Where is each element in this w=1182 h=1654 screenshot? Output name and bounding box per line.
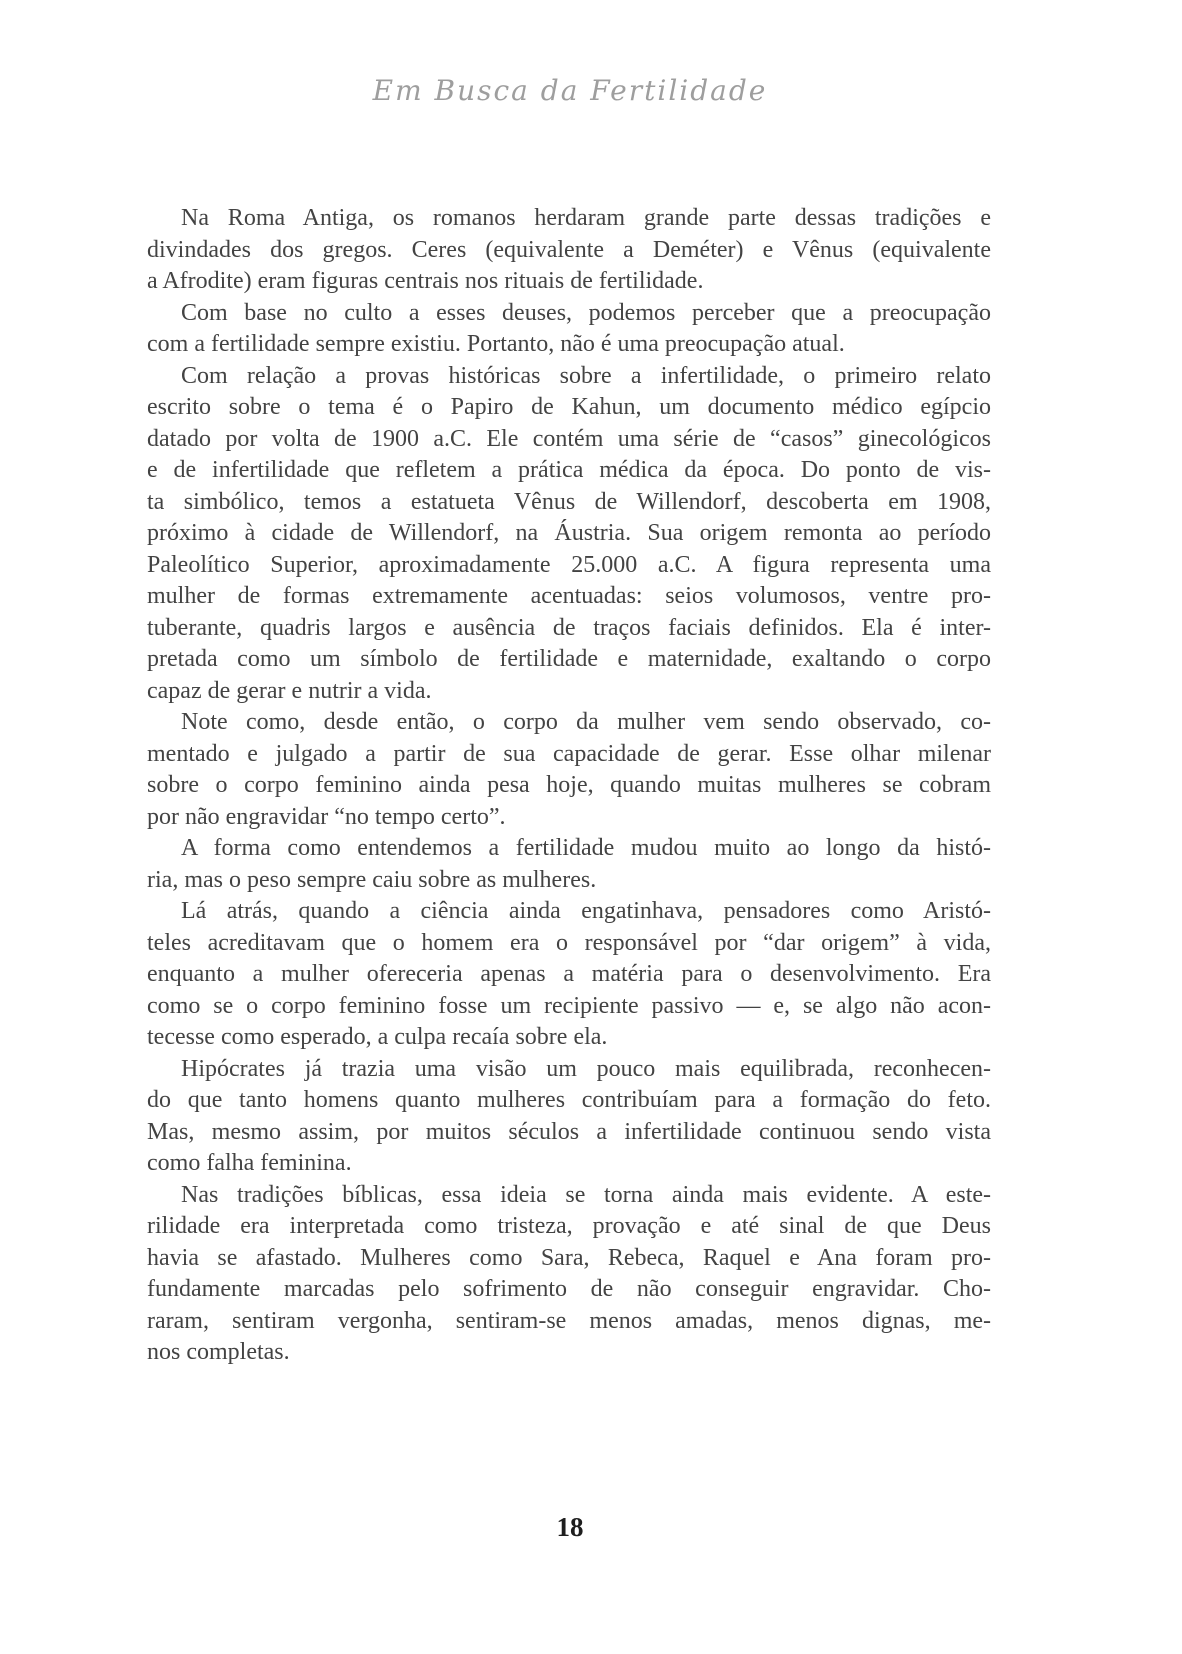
text-line: datado por volta de 1900 a.C. Ele contém uma série de “casos” ginecológicos xyxy=(147,425,991,452)
text-line: teles acreditavam que o homem era o responsável por “dar origem” à vida, xyxy=(147,929,991,956)
text-line: Paleolítico Superior, aproximadamente 25.000 a.C. A figura representa uma xyxy=(147,551,991,578)
paragraph xyxy=(147,1180,991,1369)
text-line: Com base no culto a esses deuses, podemos perceber que a preocupação xyxy=(181,299,991,326)
text-line: ria, mas o peso sempre caiu sobre as mulheres. xyxy=(147,866,597,893)
text-line: como falha feminina. xyxy=(147,1150,352,1176)
paragraph xyxy=(147,833,991,896)
text-line: como se o corpo feminino fosse um recipiente passivo — e, se algo não acon- xyxy=(147,992,991,1019)
text-line: do que tanto homens quanto mulheres contribuíam para a formação do feto. xyxy=(147,1087,991,1113)
paragraph xyxy=(147,707,991,833)
text-block xyxy=(147,203,991,1369)
text-line: nos completas. xyxy=(147,1339,290,1365)
text-line: sobre o corpo feminino ainda pesa hoje, quando muitas mulheres se cobram xyxy=(147,772,991,798)
text-line: ta simbólico, temos a estatueta Vênus de Willendorf, descoberta em 1908, xyxy=(147,488,991,515)
text-line: escrito sobre o tema é o Papiro de Kahun, um documento médico egípcio xyxy=(147,394,991,420)
paragraph xyxy=(147,361,991,708)
paragraph xyxy=(147,298,991,361)
text-line: a Afrodite) eram figuras centrais nos rituais de fertilidade. xyxy=(147,268,704,294)
text-line: rilidade era interpretada como tristeza, provação e até sinal de que Deus xyxy=(147,1213,991,1239)
running-header: Em Busca da Fertilidade xyxy=(372,74,768,107)
paragraph xyxy=(147,203,991,298)
text-line: Note como, desde então, o corpo da mulher vem sendo observado, co- xyxy=(181,709,991,735)
page-number: 18 xyxy=(556,1512,584,1542)
paragraph xyxy=(147,1054,991,1180)
text-line: tuberante, quadris largos e ausência de traços faciais definidos. Ela é inter- xyxy=(147,614,991,641)
text-line: Mas, mesmo assim, por muitos séculos a infertilidade continuou sendo vista xyxy=(147,1118,991,1145)
text-line: com a fertilidade sempre existiu. Portanto, não é uma preocupação atual. xyxy=(147,331,845,357)
text-line: enquanto a mulher ofereceria apenas a matéria para o desenvolvimento. Era xyxy=(147,961,991,987)
text-line: mulher de formas extremamente acentuadas: seios volumosos, ventre pro- xyxy=(147,583,991,609)
text-line: Na Roma Antiga, os romanos herdaram grande parte dessas tradições e xyxy=(181,205,991,231)
text-line: raram, sentiram vergonha, sentiram-se menos amadas, menos dignas, me- xyxy=(147,1307,991,1334)
text-line: Com relação a provas históricas sobre a infertilidade, o primeiro relato xyxy=(181,362,991,389)
text-line: divindades dos gregos. Ceres (equivalente a Deméter) e Vênus (equivalente xyxy=(147,236,991,263)
text-line: fundamente marcadas pelo sofrimento de não conseguir engravidar. Cho- xyxy=(147,1276,991,1302)
text-line: havia se afastado. Mulheres como Sara, Rebeca, Raquel e Ana foram pro- xyxy=(147,1244,991,1271)
text-line: mentado e julgado a partir de sua capacidade de gerar. Esse olhar milenar xyxy=(147,740,991,767)
text-line: pretada como um símbolo de fertilidade e maternidade, exaltando o corpo xyxy=(147,646,991,672)
paragraph xyxy=(147,896,991,1054)
text-line: capaz de gerar e nutrir a vida. xyxy=(147,677,432,704)
text-line: Nas tradições bíblicas, essa ideia se torna ainda mais evidente. A este- xyxy=(181,1181,991,1208)
text-line: e de infertilidade que refletem a prática médica da época. Do ponto de vis- xyxy=(147,457,991,483)
text-line: A forma como entendemos a fertilidade mudou muito ao longo da histó- xyxy=(181,835,991,861)
text-line: tecesse como esperado, a culpa recaía sobre ela. xyxy=(147,1024,608,1050)
text-line: próximo à cidade de Willendorf, na Áustria. Sua origem remonta ao período xyxy=(147,520,991,546)
text-line: Hipócrates já trazia uma visão um pouco mais equilibrada, reconhecen- xyxy=(181,1055,991,1082)
text-line: por não engravidar “no tempo certo”. xyxy=(147,803,506,830)
text-line: Lá atrás, quando a ciência ainda engatinhava, pensadores como Aristó- xyxy=(181,898,991,924)
